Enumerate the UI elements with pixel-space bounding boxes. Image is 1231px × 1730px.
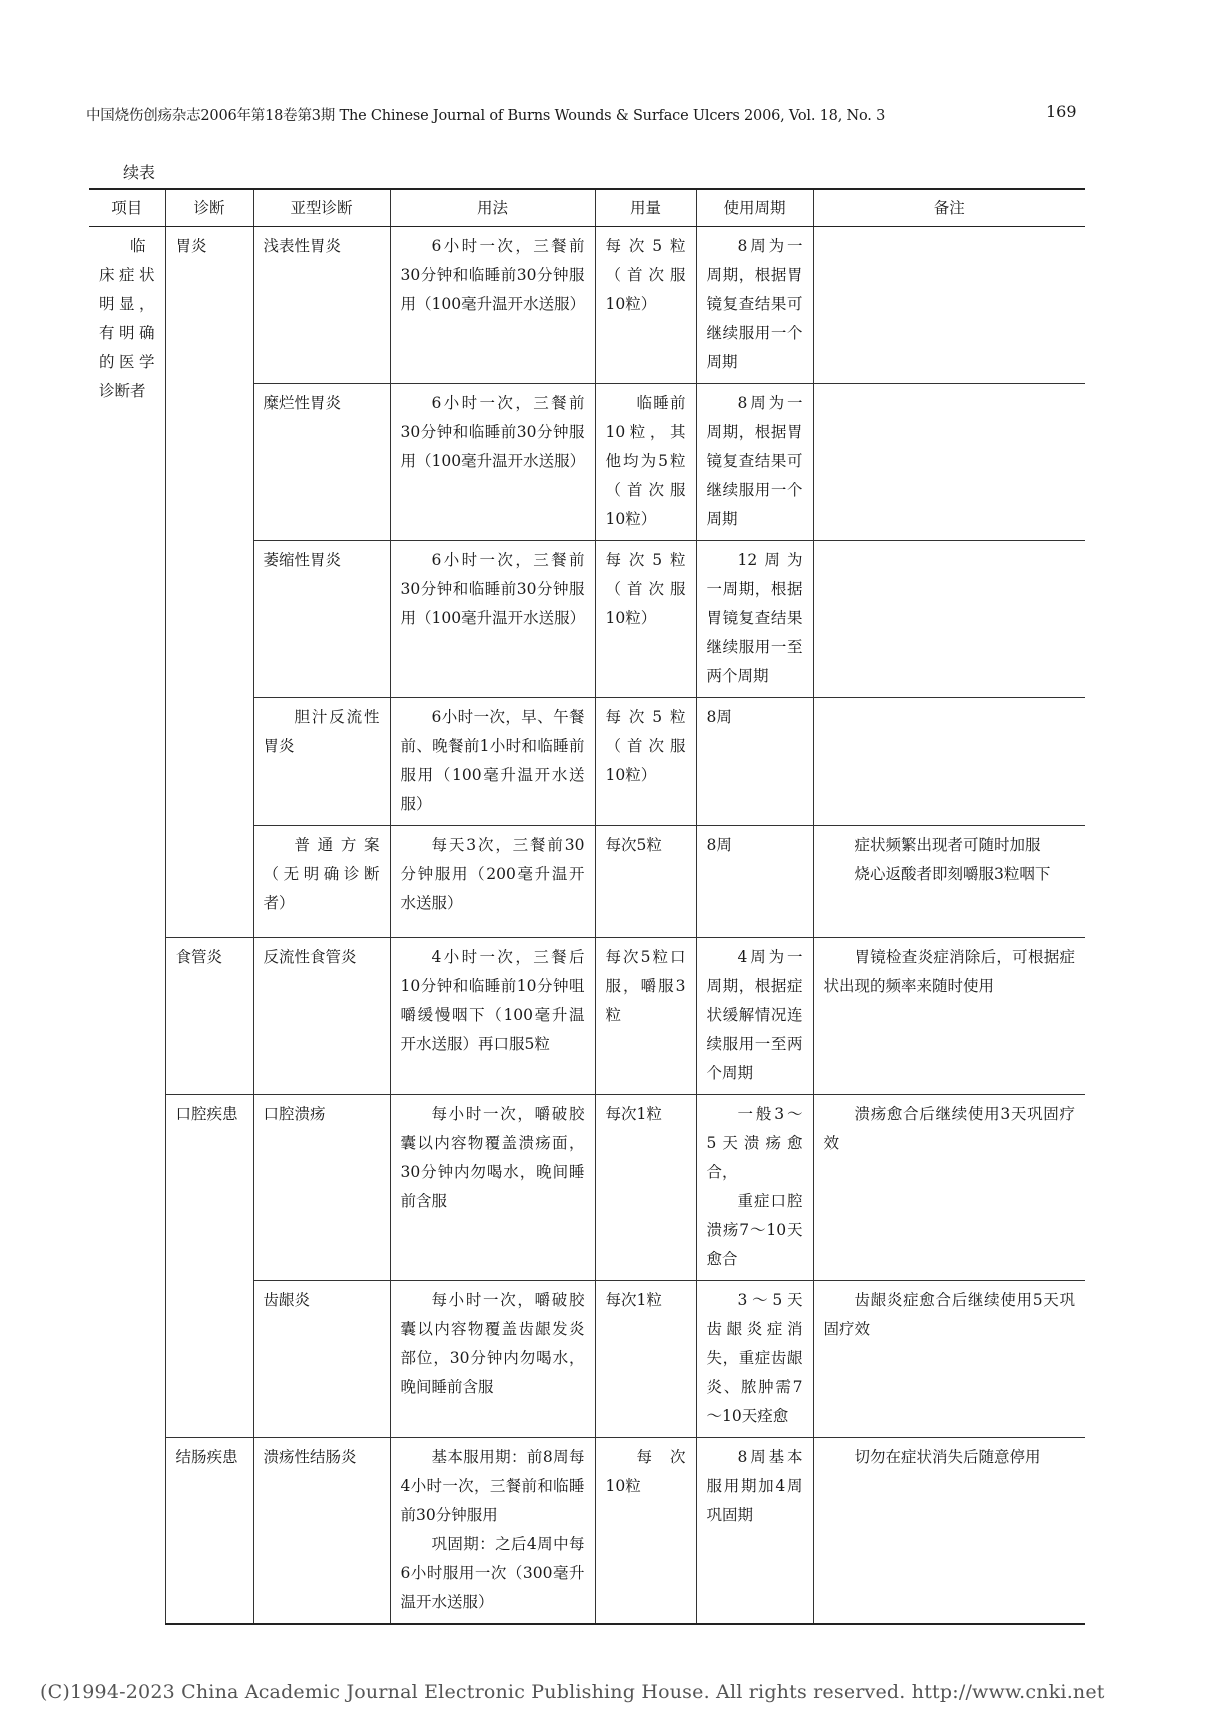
table-caption: 续表	[123, 163, 156, 182]
cycle-cell: 12周为一周期，根据胃镜复查结果继续服用一至两个周期	[696, 541, 813, 698]
cycle-cell: 8周	[696, 698, 813, 826]
copyright-footer: (C)1994-2023 China Academic Journal Electronic Publishing House. All rights reserved. http://www.cnki.net	[40, 1681, 1105, 1703]
usage-cell: 每小时一次，嚼破胶囊以内容物覆盖齿龈发炎部位，30分钟内勿喝水，晚间睡前含服	[390, 1281, 595, 1438]
note-cell	[813, 227, 1085, 384]
table-row	[89, 227, 1085, 384]
usage-cell: 6小时一次，三餐前30分钟和临睡前30分钟服用（100毫升温开水送服）	[390, 384, 595, 541]
note-cell: 齿龈炎症愈合后继续使用5天巩固疗效	[813, 1281, 1085, 1438]
usage-cell: 6小时一次，三餐前30分钟和临睡前30分钟服用（100毫升温开水送服）	[390, 541, 595, 698]
col-header-subtype: 亚型诊断	[253, 189, 390, 227]
note-cell	[813, 384, 1085, 541]
dose-cell: 每次5粒（首次服10粒）	[595, 541, 696, 698]
note-cell	[813, 698, 1085, 826]
usage-line: 基本服用期：前8周每4小时一次，三餐前和临睡前30分钟服用	[400, 1448, 585, 1524]
subtype-cell: 糜烂性胃炎	[253, 384, 390, 541]
note-line: 症状频繁出现者可随时加服	[854, 836, 1041, 854]
usage-line: 巩固期：之后4周中每6小时服用一次（300毫升温开水送服）	[400, 1535, 585, 1611]
cycle-cell: 8周	[696, 826, 813, 938]
note-line: 烧心返酸者即刻嚼服3粒咽下	[854, 865, 1051, 883]
col-header-diagnosis: 诊断	[165, 189, 253, 227]
diagnosis-oral: 口腔疾患	[165, 1095, 253, 1438]
table-row	[89, 938, 1085, 1095]
cycle-cell: 8周为一周期，根据胃镜复查结果可继续服用一个周期	[696, 384, 813, 541]
dose-cell: 每次10粒	[595, 1438, 696, 1625]
note-cell	[813, 826, 1085, 938]
subtype-cell: 齿龈炎	[253, 1281, 390, 1438]
usage-cell	[390, 1438, 595, 1625]
subtype-cell: 口腔溃疡	[253, 1095, 390, 1281]
cycle-cell: 8周基本服用期加4周巩固期	[696, 1438, 813, 1625]
subtype-cell: 反流性食管炎	[253, 938, 390, 1095]
note-cell	[813, 541, 1085, 698]
running-header: 中国烧伤创疡杂志2006年第18卷第3期 The Chinese Journal of Burns Wounds & Surface Ulcers 2006, Vol. 18, No. 3	[86, 108, 886, 124]
dose-cell: 临睡前10粒，其他均为5粒（首次服10粒）	[595, 384, 696, 541]
subtype-cell: 浅表性胃炎	[253, 227, 390, 384]
note-cell: 切勿在症状消失后随意停用	[813, 1438, 1085, 1625]
diagnosis-colon: 结肠疾患	[165, 1438, 253, 1625]
col-header-cycle: 使用周期	[696, 189, 813, 227]
table-row	[89, 1438, 1085, 1625]
usage-cell: 每天3次，三餐前30分钟服用（200毫升温开水送服）	[390, 826, 595, 938]
dose-cell: 每次5粒	[595, 826, 696, 938]
col-header-dose: 用量	[595, 189, 696, 227]
usage-cell: 每小时一次，嚼破胶囊以内容物覆盖溃疡面，30分钟内勿喝水，晚间睡前含服	[390, 1095, 595, 1281]
dose-cell: 每次5粒口服，嚼服3粒	[595, 938, 696, 1095]
dose-cell: 每次5粒（首次服10粒）	[595, 698, 696, 826]
col-header-note: 备注	[813, 189, 1085, 227]
diagnosis-gastritis: 胃炎	[165, 227, 253, 938]
subtype-cell: 萎缩性胃炎	[253, 541, 390, 698]
col-header-usage: 用法	[390, 189, 595, 227]
cycle-cell: 8周为一周期，根据胃镜复查结果可继续服用一个周期	[696, 227, 813, 384]
page-number: 169	[1046, 102, 1077, 121]
subtype-cell: 普通方案（无明确诊断者）	[253, 826, 390, 938]
cycle-cell: 3～5天齿龈炎症消失，重症齿龈炎、脓肿需7～10天痊愈	[696, 1281, 813, 1438]
usage-cell: 6小时一次，三餐前30分钟和临睡前30分钟服用（100毫升温开水送服）	[390, 227, 595, 384]
cycle-line: 一般3～5天溃疡愈合，	[706, 1105, 803, 1181]
subtype-cell: 胆汁反流性胃炎	[253, 698, 390, 826]
diagnosis-esophagitis: 食管炎	[165, 938, 253, 1095]
cycle-line: 重症口腔溃疡7～10天愈合	[706, 1192, 803, 1268]
table-row	[89, 1095, 1085, 1281]
note-cell: 溃疡愈合后继续使用3天巩固疗效	[813, 1095, 1085, 1281]
cycle-cell: 4周为一周期，根据症状缓解情况连续服用一至两个周期	[696, 938, 813, 1095]
table-header-row	[89, 189, 1085, 227]
dose-cell: 每次1粒	[595, 1095, 696, 1281]
cycle-cell	[696, 1095, 813, 1281]
subtype-cell: 溃疡性结肠炎	[253, 1438, 390, 1625]
note-cell: 胃镜检查炎症消除后，可根据症状出现的频率来随时使用	[813, 938, 1085, 1095]
treatment-table	[89, 188, 1085, 1625]
usage-cell: 4小时一次，三餐后10分钟和临睡前10分钟咀嚼缓慢咽下（100毫升温开水送服）再口服5粒	[390, 938, 595, 1095]
dose-cell: 每次1粒	[595, 1281, 696, 1438]
dose-cell: 每次5粒（首次服10粒）	[595, 227, 696, 384]
usage-cell: 6小时一次，早、午餐前、晚餐前1小时和临睡前服用（100毫升温开水送服）	[390, 698, 595, 826]
category-cell: 临床症状明显，有明确的医学诊断者	[99, 237, 155, 400]
col-header-item: 项目	[89, 189, 165, 227]
